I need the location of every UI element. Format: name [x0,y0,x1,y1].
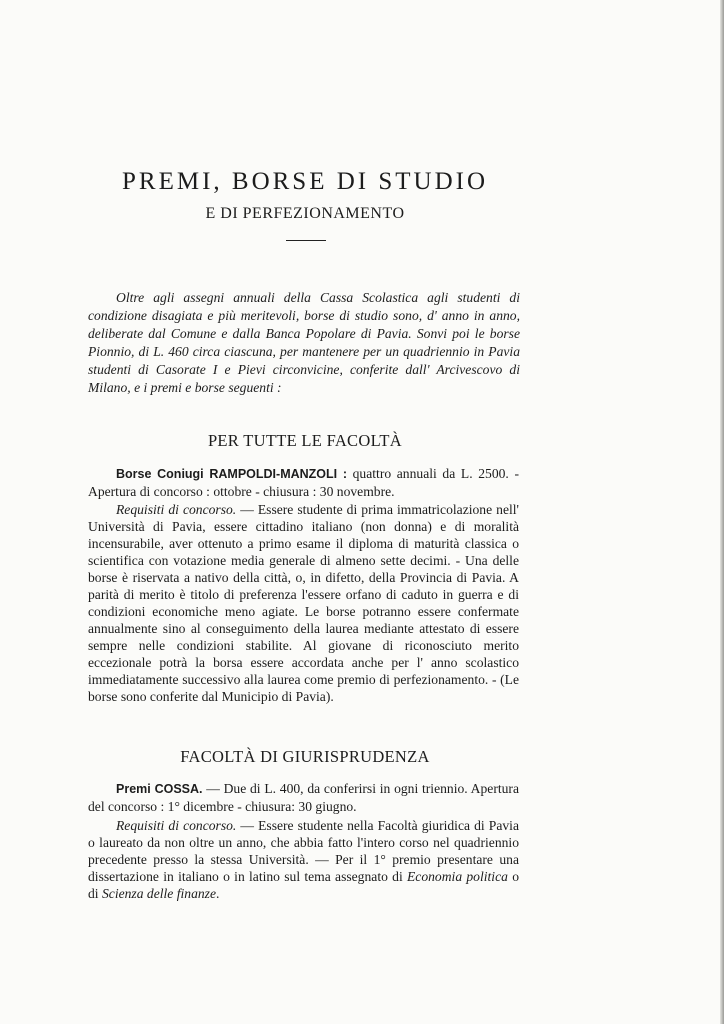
subject-finanze: Scienza delle finanze [101,886,216,901]
entry-text: — Due di L. 400, da conferirsi in ogni triennio. Apertura del concorso : 1° dicembre - chiusura: 30 giugno. [88,781,519,814]
entry-rampoldi-manzoli [88,465,519,500]
page-title: PREMI, BORSE DI STUDIO [121,168,489,195]
sentence-end: . [216,886,220,901]
requirements-cossa [88,817,519,902]
subject-joiner: o di [88,869,519,901]
requirements-rampoldi-manzoli [88,501,519,705]
entry-name: Premi COSSA. [116,782,203,796]
title-divider [286,240,326,241]
page-subtitle: E DI PERFEZIONAMENTO [205,205,405,222]
requirements-label: Requisiti di concorso. [116,502,237,517]
entry-cossa [88,780,519,815]
requirements-text: — Essere studente nella Facoltà giuridica di Pavia o laureato da non oltre un anno, che abbia fatto l'intero corso nel quadriennio precedente presso la stessa Università. — Per il 1° premio presentare una dissertazione in italiano o in latino sul tema assegnato di [88,818,519,884]
subject-economia: Economia politica [407,869,508,884]
intro-paragraph: Oltre agli assegni annuali della Cassa Scolastica agli studenti di condizione disagiata e più meritevoli, borse di studio sono, d' anno in anno, deliberate dal Comune e dalla Banca Popolare di Pavia. Sonvi poi le borse Pionnio, di L. 460 circa ciascuna, per mantenere per un quadriennio in Pavia studenti di Casorate I e Pievi circonvicine, conferite dall' Arcivescovo di Milano, e i premi e borse seguenti : [88,290,520,395]
entry-text: quattro annuali da L. 2500. - Apertura di concorso : ottobre - chiusura : 30 novembre. [88,466,519,499]
section-heading-tutte-facolta: PER TUTTE LE FACOLTÀ [207,431,403,450]
requirements-label: Requisiti di concorso. [116,818,237,833]
entry-name: Borse Coniugi RAMPOLDI-MANZOLI : [116,467,347,481]
page-edge-shadow [720,0,724,1024]
section-heading-giurisprudenza: FACOLTÀ DI GIURISPRUDENZA [180,747,430,766]
requirements-text: — Essere studente di prima immatricolazione nell' Università di Pavia, essere cittadino italiano (non donna) e di moralità incensurabile, aver ottenuto a primo esame il diploma di maturità classica o scientifica con votazione media generale di almeno sette decimi. - Una delle borse è riservata a nativo della città, o, in difetto, della Provincia di Pavia. A parità di merito è titolo di preferenza l'essere orfano di caduto in guerra e di condizioni economiche meno agiate. Le borse potranno essere confermate annualmente sino al conseguimento della laurea mediante attestato di essere sempre nelle condizioni stabilite. Al giovane di riconosciuto merito eccezionale potrà la borsa essere accordata anche per l' anno scolastico immediatamente successivo alla laurea come premio di perfezionamento. - (Le borse sono conferite dal Municipio di Pavia). [88,502,519,704]
